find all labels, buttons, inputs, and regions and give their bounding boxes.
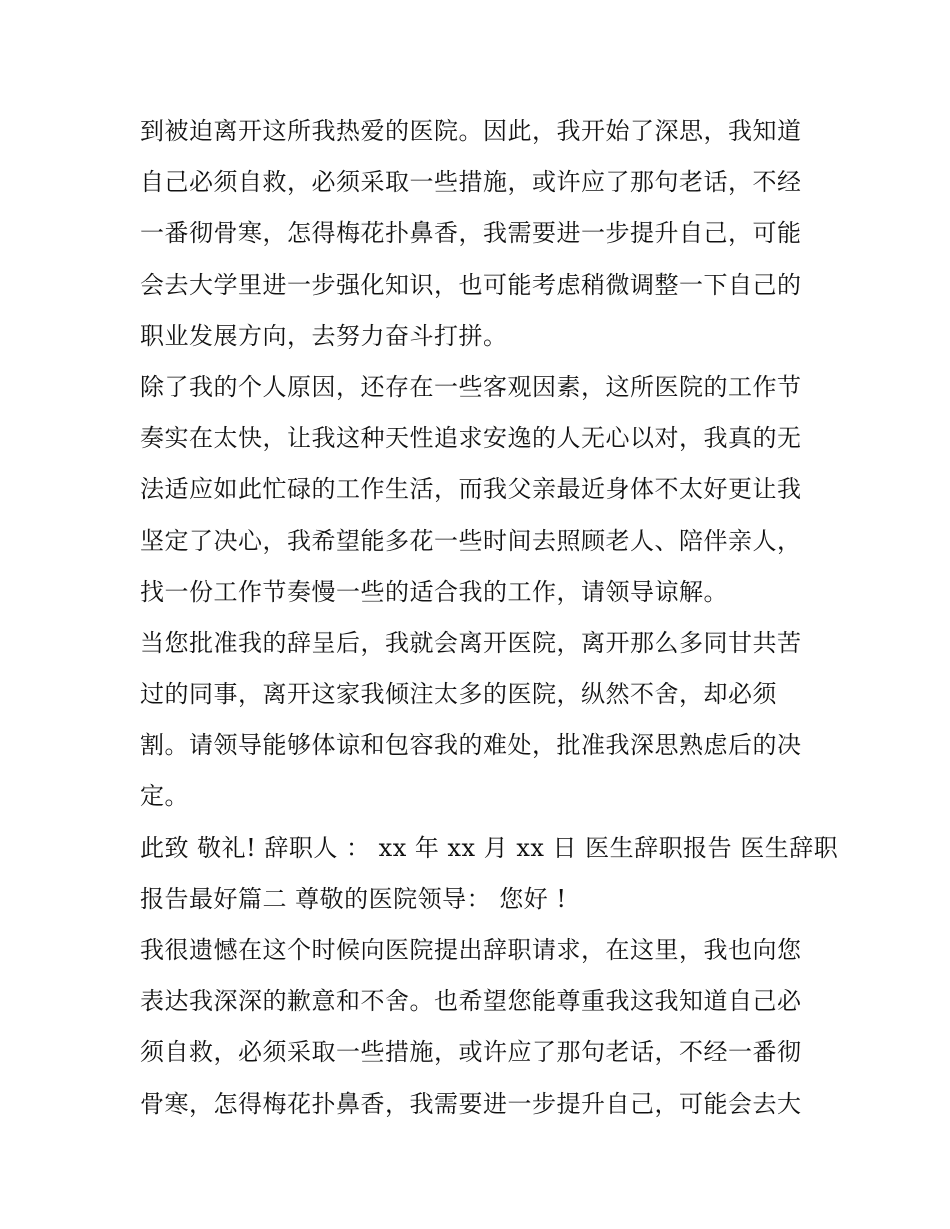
text-line: 一番彻骨寒，怎得梅花扑鼻香，我需要进一步提升自己，可能 bbox=[140, 219, 802, 248]
text-line: 职业发展方向，去努力奋斗打拼。 bbox=[140, 321, 508, 350]
text-line: 我很遗憾在这个时候向医院提出辞职请求，在这里，我也向您 bbox=[140, 936, 802, 964]
text-line: 定。 bbox=[140, 782, 189, 811]
text-line: 表达我深深的歉意和不舍。也希望您能尊重我这我知道自己必 bbox=[140, 987, 802, 1016]
text-line: 此致 敬礼! 辞职人 ： xx 年 xx 月 xx 日 医生辞职报告 医生辞职 bbox=[140, 833, 839, 862]
document-body bbox=[140, 106, 839, 1130]
text-line: 除了我的个人原因，还存在一些客观因素，这所医院的工作节 bbox=[140, 372, 802, 401]
text-line: 坚定了决心，我希望能多花一些时间去照顾老人、陪伴亲人， bbox=[140, 526, 802, 555]
text-line: 当您批准我的辞呈后，我就会离开医院，离开那么多同甘共苦 bbox=[140, 628, 802, 657]
text-line: 割。请领导能够体谅和包容我的难处，批准我深思熟虑后的决 bbox=[140, 731, 802, 760]
text-line: 自己必须自救，必须采取一些措施，或许应了那句老话，不经 bbox=[140, 168, 802, 197]
text-line: 奏实在太快，让我这种天性追求安逸的人无心以对，我真的无 bbox=[140, 424, 802, 453]
text-line: 法适应如此忙碌的工作生活，而我父亲最近身体不太好更让我 bbox=[140, 475, 802, 504]
text-line: 找一份工作节奏慢一些的适合我的工作，请领导谅解。 bbox=[140, 577, 728, 606]
text-line: 须自救，必须采取一些措施，或许应了那句老话，不经一番彻 bbox=[140, 1038, 802, 1067]
text-line: 骨寒，怎得梅花扑鼻香，我需要进一步提升自己，可能会去大 bbox=[140, 1089, 802, 1118]
text-line: 报告最好篇二 尊敬的医院领导： 您好 ! bbox=[140, 884, 567, 913]
text-line: 过的同事，离开这家我倾注太多的医院，纵然不舍，却必须 bbox=[140, 680, 777, 709]
text-line: 到被迫离开这所我热爱的医院。因此，我开始了深思，我知道 bbox=[140, 117, 802, 145]
text-line: 会去大学里进一步强化知识，也可能考虑稍微调整一下自己的 bbox=[140, 270, 802, 299]
